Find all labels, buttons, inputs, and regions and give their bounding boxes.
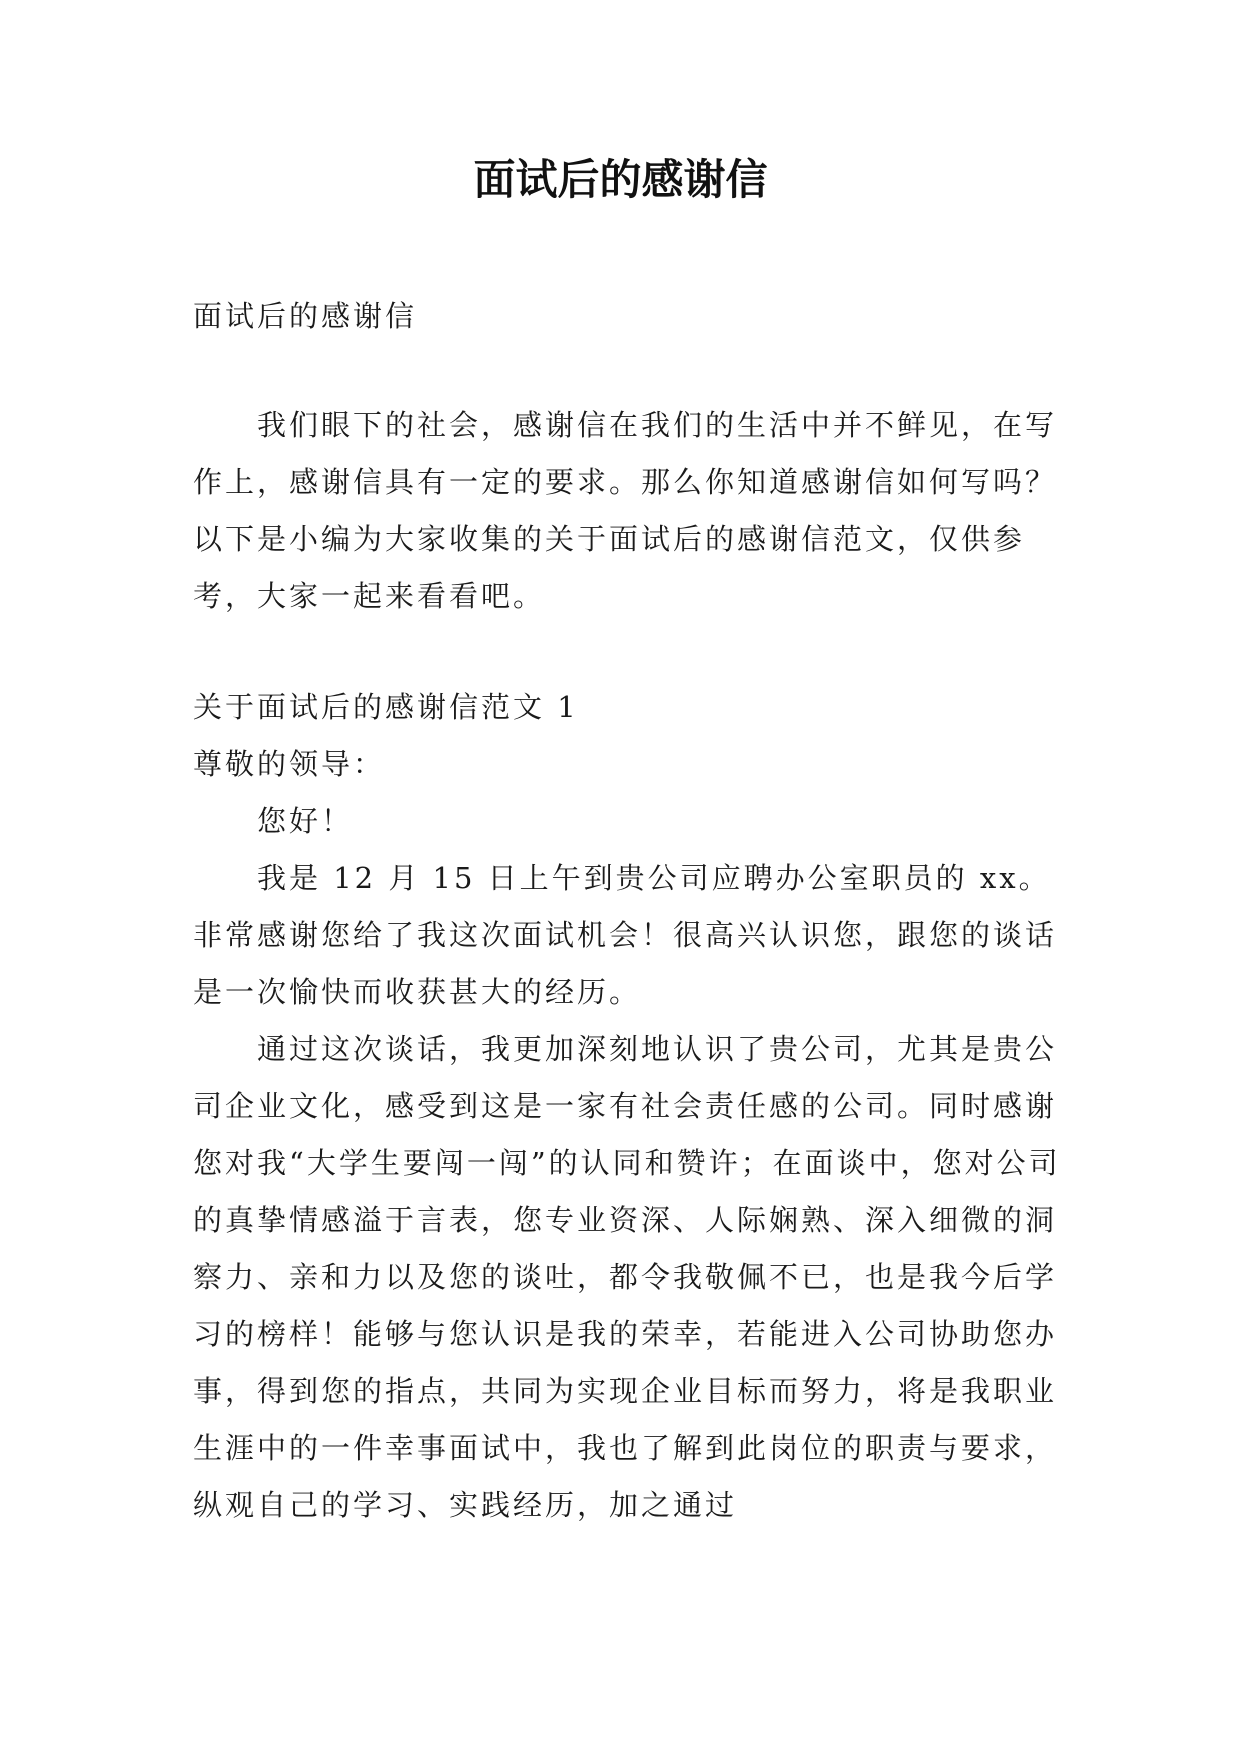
- section-heading: 关于面试后的感谢信范文 1: [193, 690, 579, 724]
- document-body: [193, 288, 1063, 1534]
- letter-salutation: 尊敬的领导：: [193, 747, 386, 781]
- document-subtitle: 面试后的感谢信: [193, 299, 418, 333]
- letter-paragraph-1: 我是 12 月 15 日上午到贵公司应聘办公室职员的 xx。非常感谢您给了我这次面试机会！很高兴认识您，跟您的谈话是一次愉快而收获甚大的经历。: [193, 861, 1058, 1009]
- intro-paragraph: 我们眼下的社会，感谢信在我们的生活中并不鲜见，在写作上，感谢信具有一定的要求。那么你知道感谢信如何写吗？以下是小编为大家收集的关于面试后的感谢信范文，仅供参考，大家一起来看看吧。: [193, 408, 1058, 613]
- document-title: 面试后的感谢信: [473, 155, 768, 204]
- letter-paragraph-2: 通过这次谈话，我更加深刻地认识了贵公司，尤其是贵公司企业文化，感受到这是一家有社会责任感的公司。同时感谢您对我“大学生要闯一闯”的认同和赞许；在面谈中，您对公司的真挚情感溢于言表，您专业资深、人际娴熟、深入细微的洞察力、亲和力以及您的谈吐，都令我敬佩不已，也是我今后学习的榜样！能够与您认识是我的荣幸，若能进入公司协助您办事，得到您的指点，共同为实现企业目标而努力，将是我职业生涯中的一件幸事面试中，我也了解到此岗位的职责与要求，纵观自己的学习、实践经历，加之通过: [193, 1032, 1061, 1522]
- letter-greeting: 您好！: [257, 804, 354, 838]
